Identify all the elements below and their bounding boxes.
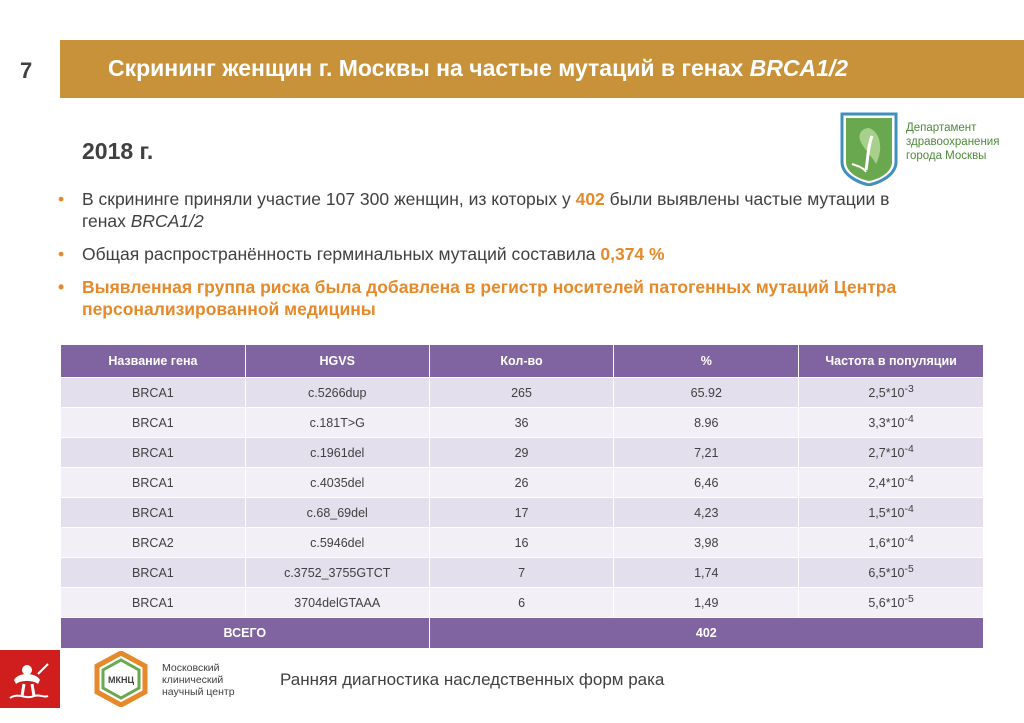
slide-title: Скрининг женщин г. Москвы на частые мутаций в генах BRCA1/2 <box>108 55 849 81</box>
cell-frequency: $2,7*10^{-4}$ <box>799 438 984 468</box>
cell-hgvs: c.5946del <box>245 528 429 558</box>
header-count: Кол-во <box>429 345 614 378</box>
dept-logo <box>838 110 1018 186</box>
cell-frequency: $2,4*10^{-4}$ <box>799 468 984 498</box>
cell-gene: BRCA1 <box>61 588 246 618</box>
header-hgvs: HGVS <box>245 345 429 378</box>
cell-percent: 4,23 <box>614 498 799 528</box>
cell-count: 26 <box>429 468 614 498</box>
title-bar <box>60 40 1024 98</box>
cell-hgvs: c.181T>G <box>245 408 429 438</box>
cell-count: 6 <box>429 588 614 618</box>
table-row <box>61 408 984 438</box>
total-label: ВСЕГО <box>61 618 430 649</box>
mknc-abbr: МКНЦ <box>107 675 135 685</box>
cell-frequency: $1,5*10^{-4}$ <box>799 498 984 528</box>
table-row <box>61 468 984 498</box>
mutations-table <box>60 344 984 649</box>
header-percent: % <box>614 345 799 378</box>
cell-hgvs: c.3752_3755GTCT <box>245 558 429 588</box>
table-row <box>61 528 984 558</box>
cell-frequency: $6,5*10^{-5}$ <box>799 558 984 588</box>
cell-gene: BRCA1 <box>61 558 246 588</box>
cell-frequency: $5,6*10^{-5}$ <box>799 588 984 618</box>
cell-hgvs: c.68_69del <box>245 498 429 528</box>
table-row <box>61 378 984 408</box>
cell-percent: 65.92 <box>614 378 799 408</box>
header-gene: Название гена <box>61 345 246 378</box>
cell-frequency: $1,6*10^{-4}$ <box>799 528 984 558</box>
cell-hgvs: c.1961del <box>245 438 429 468</box>
bullet-dot: • <box>58 277 65 297</box>
cell-frequency: $2,5*10^{-3}$ <box>799 378 984 408</box>
cell-gene: BRCA1 <box>61 498 246 528</box>
cell-hgvs: c.5266dup <box>245 378 429 408</box>
cell-percent: 7,21 <box>614 438 799 468</box>
cell-gene: BRCA1 <box>61 408 246 438</box>
total-value: 402 <box>429 618 983 649</box>
cell-percent: 3,98 <box>614 528 799 558</box>
bullet-prevalence: • Общая распространённость герминальных мутаций составила 0,374 % <box>58 244 665 264</box>
bullet-participants: • В скрининге приняли участие 107 300 женщин, из которых у 402 были выявлены частые мутации в генах BRCA1/2 <box>58 189 890 231</box>
leaf-emblem-icon <box>838 110 900 186</box>
cell-percent: 8.96 <box>614 408 799 438</box>
cell-count: 17 <box>429 498 614 528</box>
slide-number: 7 <box>20 58 33 83</box>
year-heading: 2018 г. <box>82 138 154 164</box>
cell-hgvs: 3704delGTAAA <box>245 588 429 618</box>
cell-percent: 6,46 <box>614 468 799 498</box>
footer-caption: Ранняя диагностика наследственных форм рака <box>280 670 665 689</box>
moscow-coat-of-arms-icon <box>0 650 60 708</box>
dept-name: Департамент здравоохранения города Москвы <box>906 122 1000 162</box>
table-row <box>61 438 984 468</box>
cell-percent: 1,49 <box>614 588 799 618</box>
cell-count: 265 <box>429 378 614 408</box>
table-total-row <box>61 618 984 649</box>
cell-count: 16 <box>429 528 614 558</box>
cell-count: 36 <box>429 408 614 438</box>
table-row <box>61 558 984 588</box>
cell-gene: BRCA1 <box>61 438 246 468</box>
cell-frequency: $3,3*10^{-4}$ <box>799 408 984 438</box>
table-row <box>61 498 984 528</box>
cell-percent: 1,74 <box>614 558 799 588</box>
cell-count: 29 <box>429 438 614 468</box>
table-header-row <box>61 345 984 378</box>
table-row <box>61 588 984 618</box>
cell-gene: BRCA1 <box>61 378 246 408</box>
bullet-dot: • <box>58 244 65 264</box>
cell-gene: BRCA2 <box>61 528 246 558</box>
bullet-list <box>58 188 938 331</box>
cell-count: 7 <box>429 558 614 588</box>
mknc-logo <box>93 651 149 707</box>
bullet-dot: • <box>58 189 65 209</box>
bullet-registry: • Выявленная группа риска была добавлена в регистр носителей патогенных мутаций Центра персонализированной медицины <box>58 277 897 319</box>
header-frequency: Частота в популяции <box>799 345 984 378</box>
mknc-name: Московский клинический научный центр <box>162 662 235 698</box>
cell-gene: BRCA1 <box>61 468 246 498</box>
cell-hgvs: c.4035del <box>245 468 429 498</box>
